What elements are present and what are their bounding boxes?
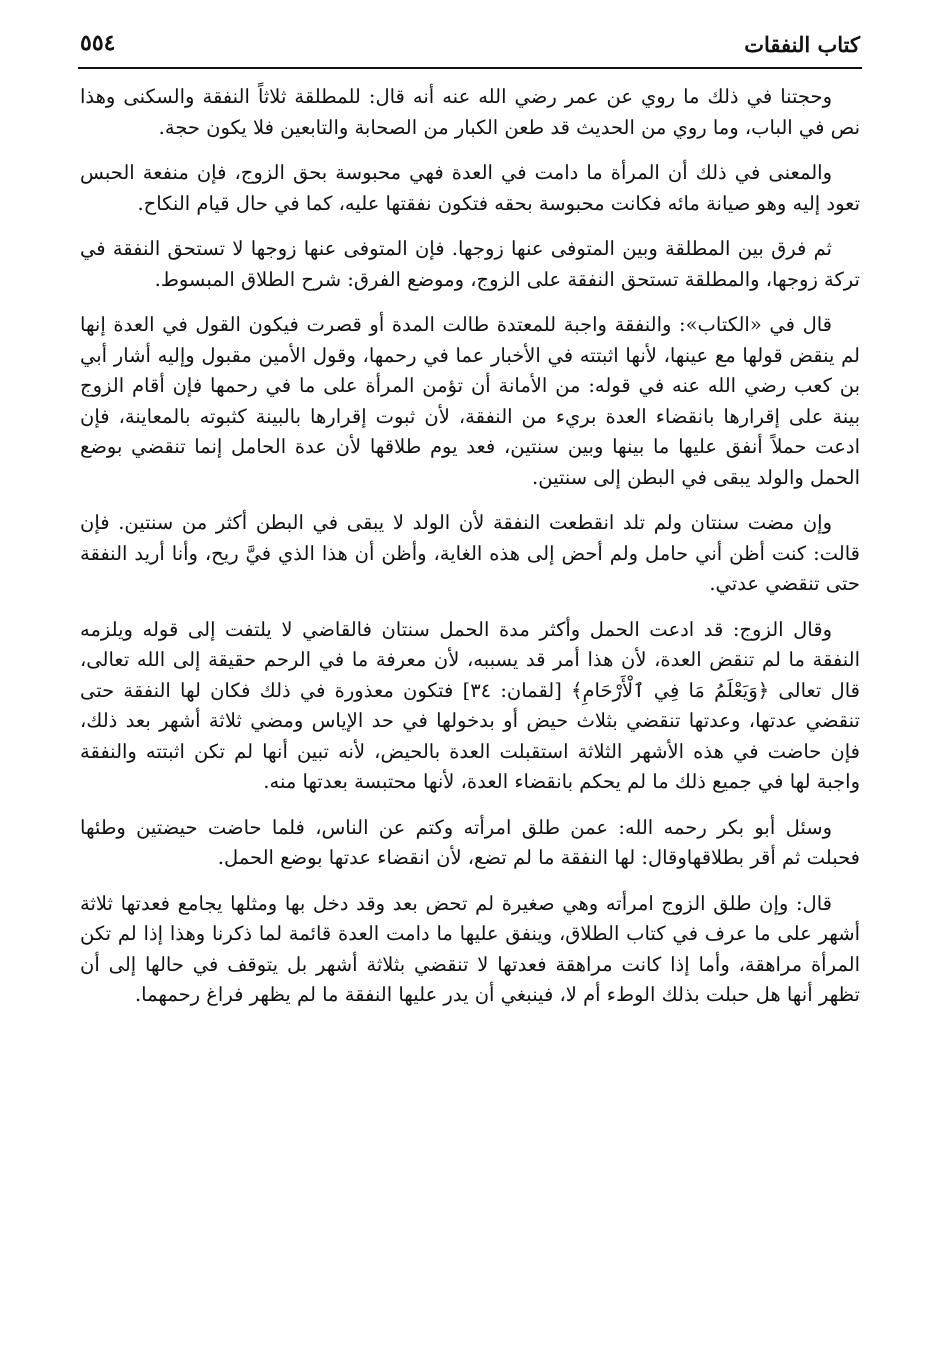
paragraph: قال: وإن طلق الزوج امرأته وهي صغيرة لم تحض بعد وقد دخل بها ومثلها يجامع فعدتها ثلاثة أشهر على ما عرف في كتاب الطلاق، وينفق عليها ما دامت العدة قائمة لما ذكرنا وهذا إذا لم تكن المرأة مراهقة، وأما إذا كانت مراهقة فعدتها لا تنقضي بثلاثة أشهر بل يتوقف في حالها إلى أن تظهر أنها هل حبلت بذلك الوطء أم لا، فينبغي أن يدر عليها النفقة ما لم يظهر فراغ رحمهما. (80, 891, 860, 1006)
page-header (80, 28, 860, 64)
paragraph: قال في «الكتاب»: والنفقة واجبة للمعتدة طالت المدة أو قصرت فيكون القول في العدة إنها لم ينقض قولها مع عينها، لأنها اثبتته في الأخبار عما في رحمها، وقول الأمين مقبول وإليه أشار أبي بن كعب رضي الله عنه في قوله: من الأمانة أن تؤمن المرأة على ما في رحمها فإن أقام الزوج بينة على إقرارها بانقضاء العدة بريء من النفقة، لأن ثبوت إقرارها بالبينة كثبوته بالمعاينة، فإن ادعت حملاً أنفق عليها ما بينها وبين سنتين، فعد يوم طلاقها لأن عدة الحامل إنما تنقضي بوضع الحمل والولد يبقى في البطن إلى سنتين. (80, 313, 860, 489)
page-body (80, 82, 860, 1011)
header-rule (78, 67, 862, 69)
paragraph: وسئل أبو بكر رحمه الله: عمن طلق امرأته وكتم عن الناس، فلما حاضت حيضتين وطئها فحبلت ثم أقر بطلاقهاوقال: لها النفقة ما لم تضع، لأن انقضاء عدتها بوضع الحمل. (80, 815, 860, 869)
paragraph: وحجتنا في ذلك ما روي عن عمر رضي الله عنه أنه قال: للمطلقة ثلاثاً النفقة والسكنى وهذا نص في الباب، وما روي من الحديث قد طعن الكبار من الصحابة والتابعين فلا يكون حجة. (80, 85, 860, 139)
running-title: كتاب النفقات (744, 32, 860, 57)
paragraph: والمعنى في ذلك أن المرأة ما دامت في العدة فهي محبوسة بحق الزوج، فإن منفعة الحبس تعود إليه وهو صيانة مائه فكانت محبوسة بحقه فتكون نفقتها عليه، كما في حال قيام النكاح. (80, 161, 860, 215)
page-number: ٥٥٤ (80, 30, 116, 56)
paragraph: ثم فرق بين المطلقة وبين المتوفى عنها زوجها. فإن المتوفى عنها زوجها لا تستحق النفقة في تركة زوجها، والمطلقة تستحق النفقة على الزوج، وموضع الفرق: شرح الطلاق المبسوط. (80, 237, 860, 291)
paragraph: وإن مضت سنتان ولم تلد انقطعت النفقة لأن الولد لا يبقى في البطن أكثر من سنتين. فإن قالت: كنت أظن أني حامل ولم أحض إلى هذه الغاية، وأظن أن هذا الذي فيَّ ريح، وأنا أريد النفقة حتى تنقضي عدتي. (80, 511, 860, 595)
paragraph: وقال الزوج: قد ادعت الحمل وأكثر مدة الحمل سنتان فالقاضي لا يلتفت إلى قوله ويلزمه النفقة ما لم تنقض العدة، لأن هذا أمر قد يسببه، لأن معرفة ما في الرحم حقيقة إلى الله تعالى، قال تعالى ﴿وَيَعْلَمُ مَا فِي ٱلْأَرْحَامِ﴾ [لقمان: ٣٤] فتكون معذورة في ذلك فكان لها النفقة حتى تنقضي عدتها، وعدتها تنقضي بثلاث حيض أو بدخولها في حد الإياس ومضي ثلاثة أشهر بعد ذلك، فإن حاضت في هذه الأشهر الثلاثة استقبلت العدة بالحيض، لأنه تبين أنها لم تكن اثبتته والنفقة واجبة لها في جميع ذلك ما لم يحكم بانقضاء العدة، لأنها محتبسة بعدتها منه. (80, 617, 860, 793)
